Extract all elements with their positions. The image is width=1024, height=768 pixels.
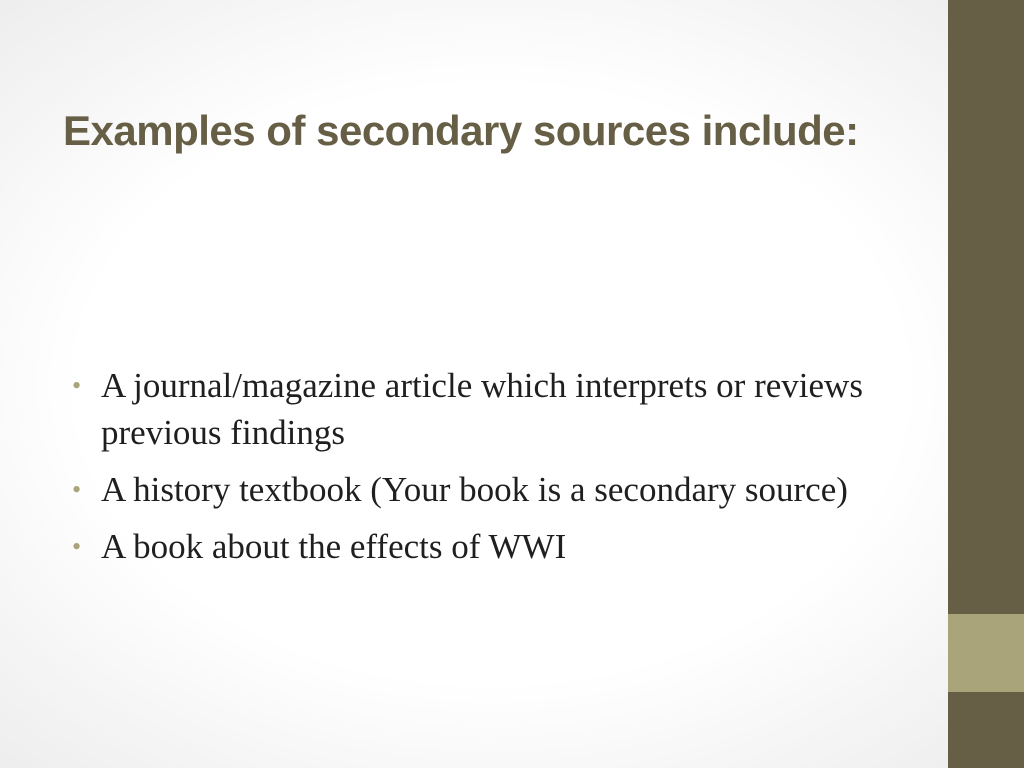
side-bar-accent-block xyxy=(948,614,1024,692)
side-bar-bottom-block xyxy=(948,692,1024,768)
bullet-text: A journal/magazine article which interprets or reviews previous findings xyxy=(101,366,863,452)
bullet-text: A history textbook (Your book is a secondary source) xyxy=(101,470,848,509)
side-bar-top-block xyxy=(948,0,1024,614)
bullet-item xyxy=(72,466,962,513)
side-bar xyxy=(948,0,1024,768)
bullet-dot-icon: • xyxy=(72,371,82,400)
bullet-dot-icon: • xyxy=(72,532,82,561)
bullet-list xyxy=(72,362,962,580)
bullet-text: A book about the effects of WWI xyxy=(101,527,567,566)
bullet-dot-icon: • xyxy=(72,475,82,504)
bullet-item xyxy=(72,523,962,570)
slide-title: Examples of secondary sources include: xyxy=(63,107,859,154)
bullet-item xyxy=(72,362,962,456)
